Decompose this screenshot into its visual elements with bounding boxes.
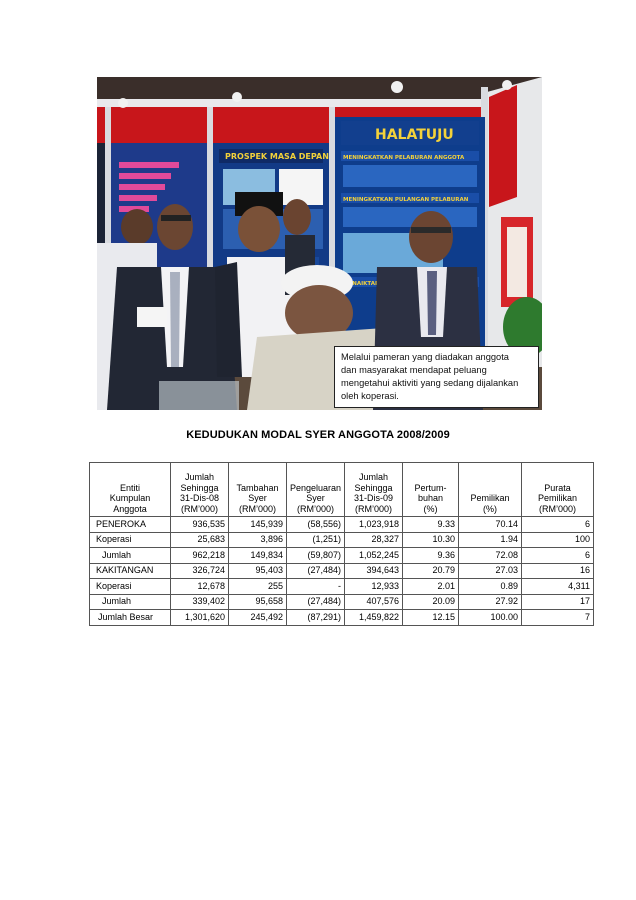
- cell: 1,459,822: [345, 610, 403, 626]
- cell-entity: Jumlah: [90, 548, 171, 564]
- header-additional-shares: Tambahan Syer (RM’000): [229, 463, 287, 517]
- header-share-withdrawal: Pengeluaran Syer (RM’000): [287, 463, 345, 517]
- cell: (58,556): [287, 517, 345, 533]
- table-row: [90, 563, 594, 579]
- cell: 72.08: [459, 548, 522, 564]
- share-capital-table: [89, 462, 594, 626]
- cell: 27.92: [459, 594, 522, 610]
- cell: (59,807): [287, 548, 345, 564]
- photo-caption: [334, 346, 539, 408]
- cell: 0.89: [459, 579, 522, 595]
- cell: 407,576: [345, 594, 403, 610]
- caption-line: oleh koperasi.: [341, 391, 399, 401]
- cell: 28,327: [345, 532, 403, 548]
- cell-entity: Jumlah Besar: [90, 610, 171, 626]
- banner-1-text: MENINGKATKAN PELABURAN ANGGOTA: [343, 155, 465, 161]
- cell: 1,023,918: [345, 517, 403, 533]
- cell: 394,643: [345, 563, 403, 579]
- banner-2-text: MENINGKATKAN PULANGAN PELABURAN: [343, 197, 469, 203]
- table-row: [90, 532, 594, 548]
- cell: 17: [522, 594, 594, 610]
- table-row: [90, 548, 594, 564]
- cell: 27.03: [459, 563, 522, 579]
- header-growth: Pertum- buhan (%): [403, 463, 459, 517]
- cell: 20.09: [403, 594, 459, 610]
- cell: (87,291): [287, 610, 345, 626]
- cell: 1.94: [459, 532, 522, 548]
- cell: 95,403: [229, 563, 287, 579]
- cell: 10.30: [403, 532, 459, 548]
- cell: 6: [522, 548, 594, 564]
- cell: 326,724: [171, 563, 229, 579]
- cell: 339,402: [171, 594, 229, 610]
- panel-left-title: PROSPEK MASA DEPAN: [225, 152, 329, 161]
- cell: 2.01: [403, 579, 459, 595]
- cell: (1,251): [287, 532, 345, 548]
- cell: -: [287, 579, 345, 595]
- table-row: [90, 610, 594, 626]
- cell-entity: Koperasi: [90, 579, 171, 595]
- cell: 962,218: [171, 548, 229, 564]
- cell: 70.14: [459, 517, 522, 533]
- cell-entity: PENEROKA: [90, 517, 171, 533]
- panel-right-title: HALATUJU: [375, 127, 454, 143]
- header-average-ownership: Purata Pemilikan (RM’000): [522, 463, 594, 517]
- table-title: KEDUDUKAN MODAL SYER ANGGOTA 2008/2009: [186, 429, 450, 441]
- caption-line: mengetahui aktiviti yang sedang dijalankan: [341, 378, 519, 388]
- cell: 16: [522, 563, 594, 579]
- banner-3-text: MENAIKTARAF: [343, 281, 388, 287]
- cell: 12,678: [171, 579, 229, 595]
- cell: 25,683: [171, 532, 229, 548]
- cell: 1,052,245: [345, 548, 403, 564]
- header-total-2008: Jumlah Sehingga 31-Dis-08 (RM’000): [171, 463, 229, 517]
- cell: 7: [522, 610, 594, 626]
- cell: 145,939: [229, 517, 287, 533]
- cell: 95,658: [229, 594, 287, 610]
- cell: 12.15: [403, 610, 459, 626]
- cell: 4,311: [522, 579, 594, 595]
- cell: 20.79: [403, 563, 459, 579]
- cell: (27,484): [287, 594, 345, 610]
- cell: 9.33: [403, 517, 459, 533]
- cell-entity: Koperasi: [90, 532, 171, 548]
- table-row: [90, 579, 594, 595]
- table-row: [90, 594, 594, 610]
- caption-line: Melalui pameran yang diadakan anggota: [341, 352, 509, 362]
- cell: (27,484): [287, 563, 345, 579]
- header-entity: Entiti Kumpulan Anggota: [90, 463, 171, 517]
- table-row: [90, 517, 594, 533]
- cell: 100: [522, 532, 594, 548]
- cell: 3,896: [229, 532, 287, 548]
- cell: 12,933: [345, 579, 403, 595]
- cell-entity: Jumlah: [90, 594, 171, 610]
- cell: 9.36: [403, 548, 459, 564]
- caption-line: dan masyarakat mendapat peluang: [341, 365, 487, 375]
- table-header-row: [90, 463, 594, 517]
- cell: 245,492: [229, 610, 287, 626]
- cell: 100.00: [459, 610, 522, 626]
- header-ownership: Pemilikan (%): [459, 463, 522, 517]
- cell: 255: [229, 579, 287, 595]
- cell: 149,834: [229, 548, 287, 564]
- cell: 6: [522, 517, 594, 533]
- header-total-2009: Jumlah Sehingga 31-Dis-09 (RM’000): [345, 463, 403, 517]
- cell: 1,301,620: [171, 610, 229, 626]
- cell: 936,535: [171, 517, 229, 533]
- cell-entity: KAKITANGAN: [90, 563, 171, 579]
